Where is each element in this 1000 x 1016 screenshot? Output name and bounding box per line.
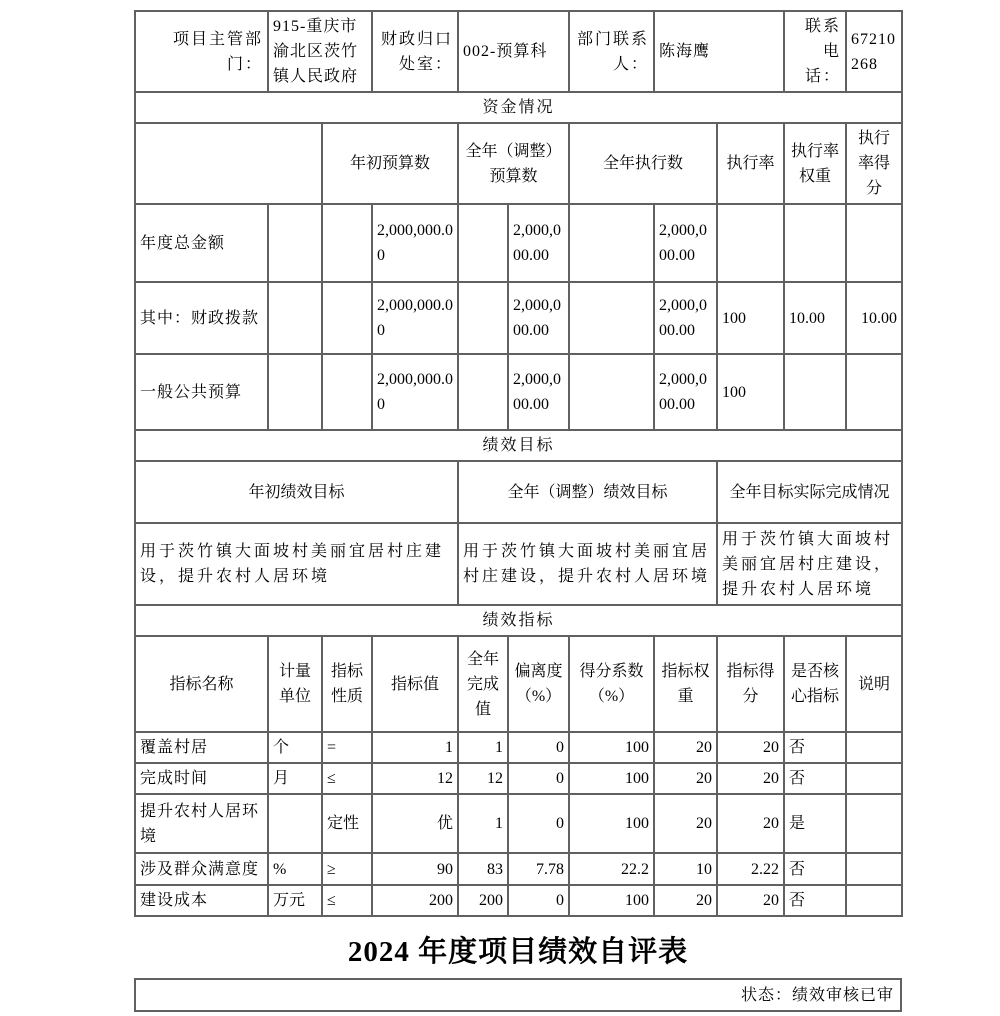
indicator-note-cell (846, 763, 902, 794)
goal-adjusted-text-cell: 用于茨竹镇大面坡村美丽宜居村庄建设，提升农村人居环境 (458, 523, 717, 605)
fiscal-office-value-cell: 002-预算科 (458, 11, 569, 92)
indicator-score-coef-cell: 22.2 (569, 853, 654, 885)
funding-cell-empty (322, 354, 372, 430)
phone-label-cell: 联系电话： (784, 11, 846, 92)
funding-cell-empty (458, 204, 508, 282)
indicator-unit-cell (268, 794, 322, 853)
indicator-col-header-note: 说明 (846, 636, 902, 732)
indicator-deviation-cell: 7.78 (508, 853, 569, 885)
indicator-col-header-score: 指标得分 (717, 636, 784, 732)
indicator-row (135, 853, 902, 885)
indicator-deviation-cell: 0 (508, 885, 569, 916)
indicator-unit-cell: 万元 (268, 885, 322, 916)
funding-cell-initial: 2,000,000.00 (372, 204, 458, 282)
indicator-score-coef-cell: 100 (569, 763, 654, 794)
goals-col-header-initial: 年初绩效目标 (135, 461, 458, 523)
indicator-row (135, 732, 902, 763)
page-title: 2024 年度项目绩效自评表 (347, 936, 689, 968)
funding-cell-rate: 100 (717, 354, 784, 430)
funding-cell-empty (268, 204, 322, 282)
funding-cell-rate-weight: 10.00 (784, 282, 846, 354)
indicator-score-cell: 20 (717, 763, 784, 794)
indicator-score-coef-cell: 100 (569, 794, 654, 853)
indicator-col-header-score-coef: 得分系数（%） (569, 636, 654, 732)
indicator-col-header-unit: 计量单位 (268, 636, 322, 732)
indicators-header-row (135, 636, 902, 732)
indicator-name-cell: 完成时间 (135, 763, 268, 794)
indicator-target-cell: 1 (372, 732, 458, 763)
indicator-weight-cell: 20 (654, 794, 717, 853)
funding-cell-empty (569, 282, 654, 354)
funding-section-header: 资金情况 (135, 92, 902, 123)
indicator-unit-cell: 月 (268, 763, 322, 794)
funding-cell-adjusted: 2,000,000.00 (508, 282, 569, 354)
indicator-note-cell (846, 794, 902, 853)
indicator-row (135, 763, 902, 794)
indicator-row (135, 794, 902, 853)
self-evaluation-table (134, 10, 903, 917)
indicator-completed-cell: 12 (458, 763, 508, 794)
indicator-note-cell (846, 853, 902, 885)
indicator-weight-cell: 20 (654, 885, 717, 916)
funding-row-label: 其中：财政拨款 (135, 282, 268, 354)
funding-header-row (135, 123, 902, 204)
funding-cell-adjusted: 2,000,000.00 (508, 354, 569, 430)
dept-label-cell: 项目主管部门： (135, 11, 268, 92)
indicator-target-cell: 90 (372, 853, 458, 885)
contact-person-value-cell: 陈海鹰 (654, 11, 784, 92)
indicator-core-cell: 否 (784, 853, 846, 885)
goals-content-row (135, 523, 902, 605)
funding-cell-rate-weight (784, 354, 846, 430)
indicator-target-cell: 200 (372, 885, 458, 916)
funding-cell-empty (569, 204, 654, 282)
indicator-score-cell: 20 (717, 885, 784, 916)
contact-row (135, 11, 902, 92)
indicator-col-header-nature: 指标性质 (322, 636, 372, 732)
funding-cell-empty (268, 282, 322, 354)
indicator-col-header-target: 指标值 (372, 636, 458, 732)
funding-col-header-rate: 执行率 (717, 123, 784, 204)
indicator-score-cell: 20 (717, 732, 784, 763)
indicator-weight-cell: 10 (654, 853, 717, 885)
indicator-nature-cell: ≤ (322, 763, 372, 794)
indicator-col-header-deviation: 偏离度（%） (508, 636, 569, 732)
indicator-weight-cell: 20 (654, 763, 717, 794)
indicator-weight-cell: 20 (654, 732, 717, 763)
funding-cell-rate-score: 10.00 (846, 282, 902, 354)
funding-row-public-budget (135, 354, 902, 430)
funding-col-header-adjusted: 全年（调整）预算数 (458, 123, 569, 204)
indicator-col-header-core: 是否核心指标 (784, 636, 846, 732)
indicator-completed-cell: 1 (458, 794, 508, 853)
indicator-nature-cell: ≤ (322, 885, 372, 916)
indicator-col-header-name: 指标名称 (135, 636, 268, 732)
funding-cell-rate-weight (784, 204, 846, 282)
funding-row-total (135, 204, 902, 282)
goals-header-row (135, 461, 902, 523)
funding-cell-rate (717, 204, 784, 282)
goal-actual-text-cell: 用于茨竹镇大面坡村美丽宜居村庄建设，提升农村人居环境 (717, 523, 902, 605)
indicator-nature-cell: = (322, 732, 372, 763)
indicator-deviation-cell: 0 (508, 794, 569, 853)
funding-row-label: 年度总金额 (135, 204, 268, 282)
funding-cell-rate: 100 (717, 282, 784, 354)
funding-cell-rate-score (846, 204, 902, 282)
funding-cell-executed: 2,000,000.00 (654, 204, 717, 282)
goals-section-row (135, 430, 902, 461)
funding-cell-empty (268, 354, 322, 430)
funding-cell-executed: 2,000,000.00 (654, 282, 717, 354)
status-bar (134, 978, 902, 1012)
indicator-col-header-weight: 指标权重 (654, 636, 717, 732)
phone-value-cell: 67210268 (846, 11, 902, 92)
goals-section-header: 绩效目标 (135, 430, 902, 461)
dept-value-cell: 915-重庆市渝北区茨竹镇人民政府 (268, 11, 372, 92)
funding-cell-adjusted: 2,000,000.00 (508, 204, 569, 282)
indicator-unit-cell: 个 (268, 732, 322, 763)
indicator-name-cell: 覆盖村居 (135, 732, 268, 763)
indicator-nature-cell: ≥ (322, 853, 372, 885)
funding-row-fiscal (135, 282, 902, 354)
indicator-note-cell (846, 885, 902, 916)
contact-person-label-cell: 部门联系人： (569, 11, 654, 92)
goals-col-header-adjusted: 全年（调整）绩效目标 (458, 461, 717, 523)
funding-row-label: 一般公共预算 (135, 354, 268, 430)
indicator-score-coef-cell: 100 (569, 732, 654, 763)
funding-cell-empty (322, 204, 372, 282)
funding-cell-empty (458, 354, 508, 430)
indicator-target-cell: 优 (372, 794, 458, 853)
indicator-col-header-completed: 全年完成值 (458, 636, 508, 732)
funding-cell-executed: 2,000,000.00 (654, 354, 717, 430)
indicator-name-cell: 提升农村人居环境 (135, 794, 268, 853)
indicator-nature-cell: 定性 (322, 794, 372, 853)
indicator-core-cell: 否 (784, 732, 846, 763)
indicator-core-cell: 否 (784, 763, 846, 794)
indicator-name-cell: 涉及群众满意度 (135, 853, 268, 885)
indicator-note-cell (846, 732, 902, 763)
funding-cell-empty (458, 282, 508, 354)
indicator-completed-cell: 83 (458, 853, 508, 885)
funding-col-header-rate-score: 执行率得分 (846, 123, 902, 204)
indicators-section-header: 绩效指标 (135, 605, 902, 636)
indicators-section-row (135, 605, 902, 636)
indicator-target-cell: 12 (372, 763, 458, 794)
indicator-score-coef-cell: 100 (569, 885, 654, 916)
funding-col-header-blank (135, 123, 322, 204)
funding-cell-initial: 2,000,000.00 (372, 354, 458, 430)
indicator-deviation-cell: 0 (508, 732, 569, 763)
funding-col-header-executed: 全年执行数 (569, 123, 717, 204)
funding-col-header-rate-weight: 执行率权重 (784, 123, 846, 204)
status-text: 状态：绩效审核已审 (740, 987, 894, 1004)
funding-cell-empty (569, 354, 654, 430)
funding-section-row (135, 92, 902, 123)
indicator-core-cell: 否 (784, 885, 846, 916)
indicator-row (135, 885, 902, 916)
indicator-score-cell: 2.22 (717, 853, 784, 885)
funding-cell-empty (322, 282, 372, 354)
indicator-score-cell: 20 (717, 794, 784, 853)
indicator-core-cell: 是 (784, 794, 846, 853)
indicator-deviation-cell: 0 (508, 763, 569, 794)
goals-col-header-actual: 全年目标实际完成情况 (717, 461, 902, 523)
goal-initial-text-cell: 用于茨竹镇大面坡村美丽宜居村庄建设，提升农村人居环境 (135, 523, 458, 605)
indicator-completed-cell: 1 (458, 732, 508, 763)
indicator-name-cell: 建设成本 (135, 885, 268, 916)
funding-cell-rate-score (846, 354, 902, 430)
indicator-unit-cell: % (268, 853, 322, 885)
funding-col-header-initial: 年初预算数 (322, 123, 458, 204)
funding-cell-initial: 2,000,000.00 (372, 282, 458, 354)
indicator-completed-cell: 200 (458, 885, 508, 916)
fiscal-office-label-cell: 财政归口处室： (372, 11, 458, 92)
